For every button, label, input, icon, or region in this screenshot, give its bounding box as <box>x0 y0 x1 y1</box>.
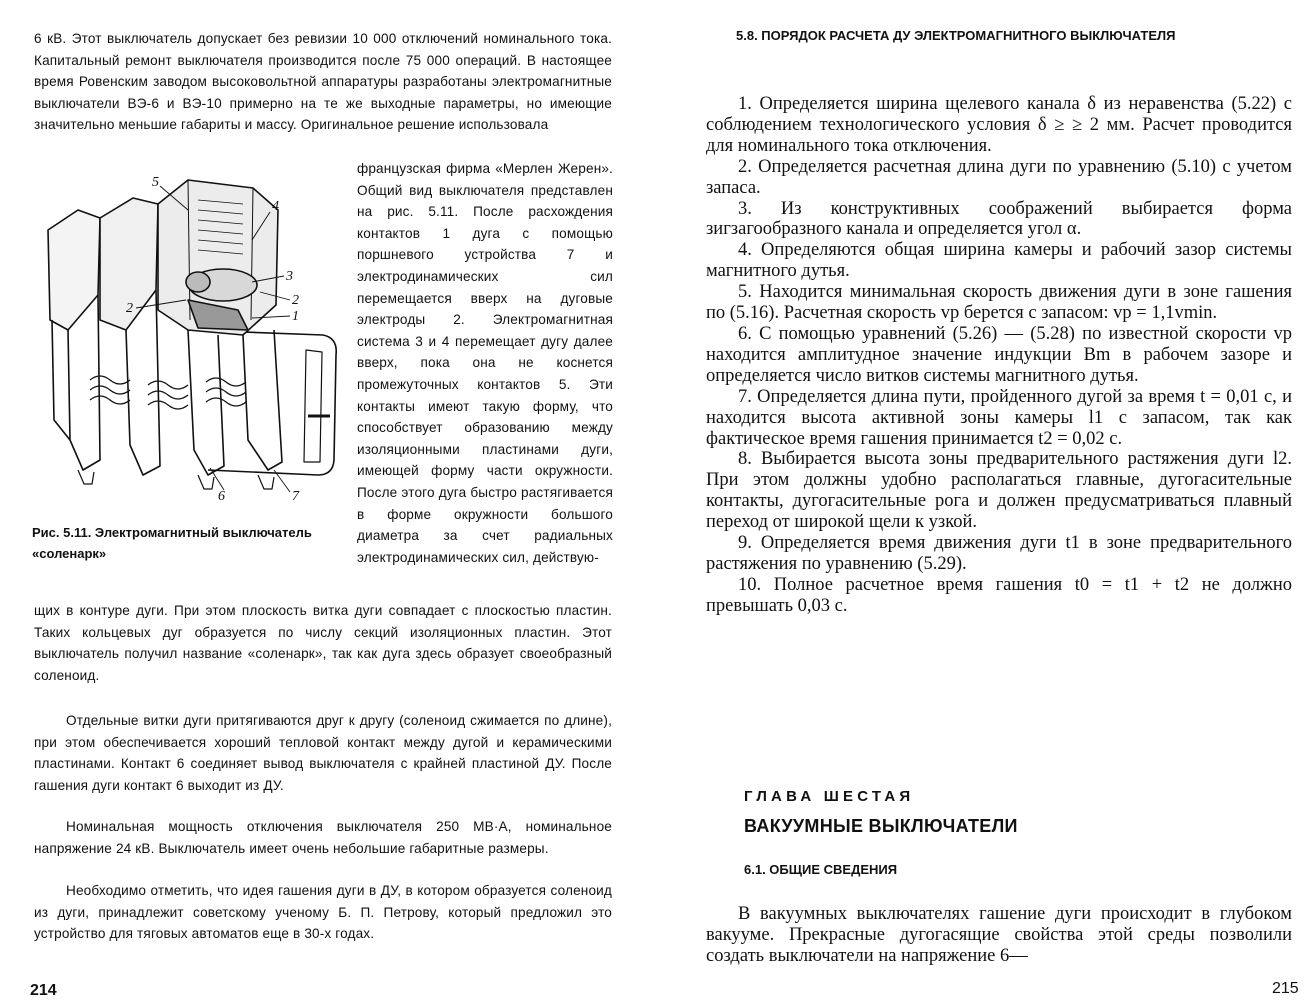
chapter-title: ВАКУУМНЫЕ ВЫКЛЮЧАТЕЛИ <box>744 816 1018 836</box>
list-item: 10. Полное расчетное время гашения t0 = t1 + t2 не должно превышать 0,03 с. <box>706 574 1292 616</box>
figure-label-5: 5 <box>152 175 159 190</box>
subsection-heading-6-1: 6.1. ОБЩИЕ СВЕДЕНИЯ <box>744 862 898 877</box>
figure-label-2: 2 <box>292 293 299 308</box>
list-item: 6. С помощью уравнений (5.26) — (5.28) по известной скорости vр находится амплитудное значение индукции Bm в рабочем зазоре и определяется число витков системы магнитного дутья. <box>706 323 1292 386</box>
paragraph-4: Необходимо отметить, что идея гашения дуги в ДУ, в котором образуется соленоид из дуги, принадлежит советскому ученому Б. П. Петрову, который предложил это устройство для тяговых автоматов еще в 30-х годах. <box>34 883 612 942</box>
page-number-left: 214 <box>30 982 57 999</box>
figure-solenarc-breaker <box>38 170 344 510</box>
chapter-label: ГЛАВА ШЕСТАЯ <box>744 788 915 805</box>
list-item: 9. Определяется время движения дуги t1 в зоне предварительного растяжения по уравнению (5.29). <box>706 533 1292 574</box>
list-item: 3. Из конструктивных соображений выбирается форма зигзагообразного канала и определяется угол α. <box>706 198 1292 240</box>
figure-label-3: 3 <box>286 269 293 284</box>
paragraph-after-figure: щих в контуре дуги. При этом плоскость витка дуги совпадает с плоскостью пластин. Таких кольцевых дуг образуется по числу секций изоляционных пластин. Этот выключатель получил название «соленарк», так как дуга здесь образует своеобразный соленоид. <box>34 603 612 683</box>
list-item: 8. Выбирается высота зоны предварительного растяжения дуги l2. При этом должны удобно располагаться главные, дугогасительные контакты, дугогасительные рога и должен предусматриваться плавный переход от широкой щели к узкой. <box>706 449 1292 533</box>
list-item: 2. Определяется расчетная длина дуги по уравнению (5.10) с учетом запаса. <box>706 156 1292 198</box>
figure-label-1: 1 <box>292 309 299 324</box>
figure-label-6: 6 <box>218 489 225 504</box>
paragraph-side-column: французская фирма «Мерлен Жерен». Общий вид выключателя представлен на рис. 5.11. После расхождения контактов 1 дуга с помощью поршневого устройства 7 и электродинамических сил перемещается вверх на дуговые электроды 2. Электромагнитная система 3 и 4 перемещает дугу далее вверх, пока она не коснется промежуточных контактов 5. Эти контакты имеют такую форму, что способствует образованию между изоляционными пластинами дуги, имеющей форму части окружности. После этого дуга быстро растягивается в форме окружности большого диаметра за счет радиальных электродинамических сил, действую- <box>357 161 613 565</box>
left-page <box>0 0 640 1006</box>
paragraph-vacuum: В вакуумных выключателях гашение дуги происходит в глубоком вакууме. Прекрасные дугогасящие свойства этой среды позволили создать выключатели на напряжение 6— <box>706 904 1292 966</box>
list-item: 5. Находится минимальная скорость движения дуги в зоне гашения по (5.16). Расчетная скорость vр берется с запасом: vр = 1,1vmin. <box>706 282 1292 324</box>
paragraph-2: Отдельные витки дуги притягиваются друг к другу (соленоид сжимается по длине), при этом обеспечивается хороший тепловой контакт между дугой и керамическими пластинами. Контакт 6 соединяет вывод выключателя с крайней пластиной ДУ. После гашения дуги контакт 6 выходит из ДУ. <box>34 713 612 793</box>
calculation-steps-list <box>706 94 1292 617</box>
paragraph-3: Номинальная мощность отключения выключателя 250 МВ·А, номинальное напряжение 24 кВ. Выключатель имеет очень небольшие габаритные размеры. <box>34 819 612 856</box>
figure-label-4: 4 <box>272 199 279 214</box>
figure-caption: Рис. 5.11. Электромагнитный выключатель «соленарк» <box>32 525 312 561</box>
right-page <box>650 0 1308 1006</box>
page-number-right: 215 <box>1272 980 1299 997</box>
list-item: 7. Определяется длина пути, пройденного дугой за время t = 0,01 с, и находится высота активной зоны камеры l1 с запасом, так как фактическое время гашения принимается t2 = 0,02 с. <box>706 386 1292 449</box>
list-item: 1. Определяется ширина щелевого канала δ из неравенства (5.22) с соблюдением технологического условия δ ≥ ≥ 2 мм. Расчет проводится для номинального тока отключения. <box>706 94 1292 156</box>
list-item: 4. Определяются общая ширина камеры и рабочий зазор системы магнитного дутья. <box>706 240 1292 282</box>
section-heading-5-8: 5.8. ПОРЯДОК РАСЧЕТА ДУ ЭЛЕКТРОМАГНИТНОГО ВЫКЛЮЧАТЕЛЯ <box>736 28 1176 43</box>
paragraph-top: 6 кВ. Этот выключатель допускает без ревизии 10 000 отключений номинального тока. Капитальный ремонт выключателя производится после 75 000 операций. В настоящее время Ровенским заводом высоковольтной аппаратуры разработаны электромагнитные выключатели ВЭ-6 и ВЭ-10 примерно на те же выходные параметры, но имеющие значительно меньшие габариты и массу. Оригинальное решение использовала <box>34 31 612 133</box>
figure-label-2-left: 2 <box>126 301 133 316</box>
figure-label-7: 7 <box>292 489 299 504</box>
